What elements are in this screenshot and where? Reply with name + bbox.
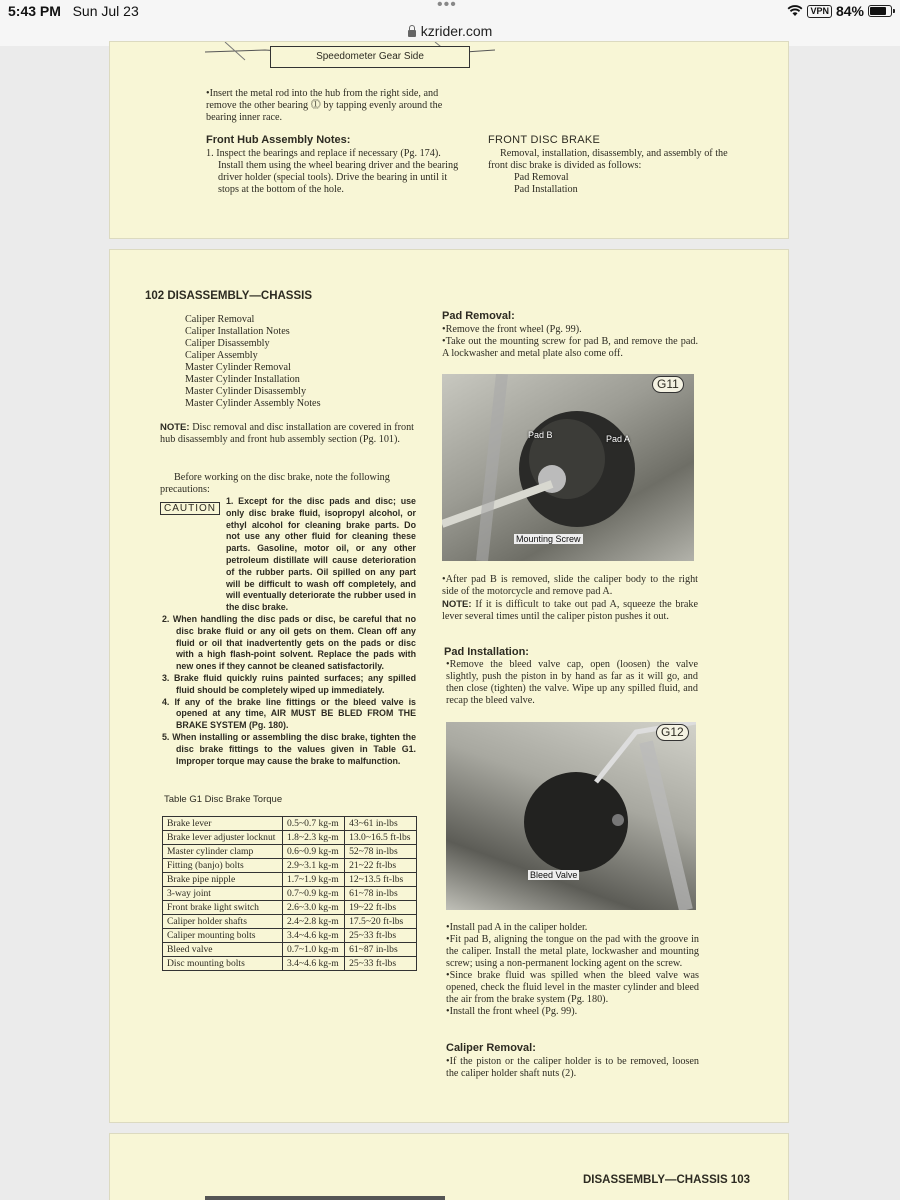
list-item: Caliper Assembly (185, 350, 258, 361)
table-row (163, 817, 417, 831)
pad-a-label: Pad A (606, 434, 631, 444)
mounting-screw-label: Mounting Screw (516, 534, 581, 544)
table-cell: Front brake light switch (163, 901, 283, 915)
table-cell: Brake lever (163, 817, 283, 831)
disc-brake-intro: Removal, installation, disassembly, and assembly of the front disc brake is divided as follows: (488, 148, 728, 171)
figure-g11-photo (442, 374, 694, 561)
table-cell: 2.9~3.1 kg-m (282, 859, 344, 873)
list-item: Caliper Disassembly (185, 338, 270, 349)
table-title: Table G1 Disc Brake Torque (164, 794, 283, 805)
caution-item: 5. When installing or assembling the disc brake, tighten the disc brake fittings to the values given in Table G1. Improper torque may cause the brake to malfunction. (162, 731, 416, 766)
caution-badge: CAUTION (160, 498, 220, 516)
note2-paragraph (442, 599, 698, 623)
caution-item: 2. When handling the disc pads or disc, be careful that no disc brake fluid or any oil gets on them. Clean off any fluid or oil that inadvertently gets on the pads or disc with a high flash-point solvent. Replace the pads with new ones if they cannot be cleaned satisfactorily. (162, 613, 416, 672)
front-hub-heading: Front Hub Assembly Notes: (206, 134, 351, 146)
pad-removal-heading: Pad Removal: (442, 310, 515, 322)
table-cell: Master cylinder clamp (163, 845, 283, 859)
caution-list (160, 496, 416, 767)
list-item: Master Cylinder Removal (185, 362, 291, 373)
after-pad-text: •After pad B is removed, slide the caliper body to the right side of the motorcycle and remove pad A. (442, 574, 698, 597)
status-time: 5:43 PM Sun Jul 23 (8, 3, 139, 19)
table-cell: Brake pipe nipple (163, 873, 283, 887)
table-row (163, 859, 417, 873)
table-row (163, 929, 417, 943)
table-row (163, 873, 417, 887)
table-cell: Caliper mounting bolts (163, 929, 283, 943)
status-bar (0, 0, 900, 22)
table-cell: 13.0~16.5 ft-lbs (345, 831, 417, 845)
table-cell: 2.6~3.0 kg-m (282, 901, 344, 915)
table-cell: 12~13.5 ft-lbs (345, 873, 417, 887)
table-cell: 3-way joint (163, 887, 283, 901)
scanned-page-102 (110, 250, 788, 1122)
note-label: NOTE: (160, 422, 190, 433)
figure-g11-label: G11 (652, 376, 684, 393)
list-item: Master Cylinder Installation (185, 374, 300, 385)
table-cell: 61~78 in-lbs (345, 887, 417, 901)
battery-icon (868, 5, 892, 17)
pad-installation-text: •Remove the bleed valve cap, open (loosen) the valve slightly, push the piston in by hand as far as it will go, and then close (tighten) the valve. Wipe up any spilled fluid, and recap the bleed valve. (446, 659, 698, 706)
table-cell: 0.7~1.0 kg-m (282, 943, 344, 957)
list-item: Master Cylinder Assembly Notes (185, 398, 321, 409)
front-hub-text: 1. Inspect the bearings and replace if necessary (Pg. 174). Install them using the wheel bearing driver and the bearing driver holder (special tools). Drive the bearing in until it stops at the bottom of the hole. (206, 148, 459, 195)
note2-text: If it is difficult to take out pad A, squeeze the brake lever several times until the caliper piston pushes it out. (442, 599, 699, 622)
caliper-removal-text: •If the piston or the caliper holder is to be removed, loosen the caliper holder shaft nuts (2). (446, 1056, 699, 1079)
table-cell: 1.8~2.3 kg-m (282, 831, 344, 845)
table-cell: 3.4~4.6 kg-m (282, 929, 344, 943)
caution-item: 1. Except for the disc pads and disc; use only disc brake fluid, isopropyl alcohol, or ethyl alcohol for cleaning brake parts. Do not use any other fluid for cleaning these parts. Gasoline, motor oil, or any other petroleum distillate will cause deterioration of the rubber parts. Oil spilled on any part will be difficult to wash off completely, and will eventually deteriorate the rubber used in the disc brake. (226, 496, 416, 613)
table-row (163, 915, 417, 929)
table-row (163, 831, 417, 845)
table-cell: 52~78 in-lbs (345, 845, 417, 859)
table-cell: 3.4~4.6 kg-m (282, 957, 344, 971)
table-cell: 1.7~1.9 kg-m (282, 873, 344, 887)
status-indicators (787, 3, 892, 19)
url-domain: kzrider.com (420, 23, 493, 39)
note-paragraph (160, 422, 414, 446)
caution-item: 3. Brake fluid quickly ruins painted surfaces; any spilled fluid should be completely wiped up immediately. (162, 672, 416, 695)
page-header: 102 DISASSEMBLY—CHASSIS (145, 290, 313, 302)
caution-item: 4. If any of the brake line fittings or the bleed valve is opened at any time, AIR MUST BE BLED FROM THE BRAKE SYSTEM (Pg. 180). (162, 696, 416, 731)
table-cell: 19~22 ft-lbs (345, 901, 417, 915)
list-item: Caliper Installation Notes (185, 326, 290, 337)
install-steps-text: •Install pad A in the caliper holder. •Fit pad B, aligning the tongue on the pad with the groove in the caliper. Install the metal plate, lockwasher and mounting screw; using a non-permanent locking agent on the screw. •Since brake fluid was spilled when the bleed valve was opened, check the fluid level in the master cylinder and bleed the air from the brake system (Pg. 180). •Install the front wheel (Pg. 99). (446, 922, 699, 1017)
disc-brake-item: Pad Removal (514, 172, 569, 183)
figure-caption: Speedometer Gear Side (270, 46, 470, 68)
table-cell: 25~33 ft-lbs (345, 957, 417, 971)
figure-g12-photo (446, 722, 696, 910)
list-item: Master Cylinder Disassembly (185, 386, 307, 397)
torque-table (162, 816, 417, 971)
table-cell: 25~33 ft-lbs (345, 929, 417, 943)
table-row (163, 845, 417, 859)
table-cell: Bleed valve (163, 943, 283, 957)
figure-g12-label: G12 (656, 724, 689, 741)
list-item: Caliper Removal (185, 314, 255, 325)
table-row (163, 887, 417, 901)
scanned-page-103 (110, 1134, 788, 1200)
pad-b-label: Pad B (528, 430, 553, 440)
table-cell: 43~61 in-lbs (345, 817, 417, 831)
table-row (163, 957, 417, 971)
table-cell: 0.7~0.9 kg-m (282, 887, 344, 901)
bleed-valve-illustration (446, 722, 696, 910)
table-cell: 0.6~0.9 kg-m (282, 845, 344, 859)
disc-brake-item: Pad Installation (514, 184, 578, 195)
bleed-valve-label: Bleed Valve (530, 870, 578, 880)
scanned-page-101 (110, 42, 788, 238)
caliper-illustration (442, 374, 694, 561)
table-cell: Fitting (banjo) bolts (163, 859, 283, 873)
table-cell: 2.4~2.8 kg-m (282, 915, 344, 929)
table-cell: 0.5~0.7 kg-m (282, 817, 344, 831)
pad-installation-heading: Pad Installation: (444, 646, 529, 658)
caliper-removal-heading: Caliper Removal: (446, 1042, 536, 1054)
table-cell: 17.5~20 ft-lbs (345, 915, 417, 929)
table-cell: Brake lever adjuster locknut (163, 831, 283, 845)
battery-percent: 84% (835, 3, 864, 19)
note-text: Disc removal and disc installation are covered in front hub disassembly and front hub assembly section (Pg. 101). (160, 422, 414, 445)
vpn-badge: VPN (807, 5, 832, 18)
table-cell: Disc mounting bolts (163, 957, 283, 971)
table-cell: 21~22 ft-lbs (345, 859, 417, 873)
multitask-dots-icon[interactable]: ••• (437, 0, 457, 13)
table-row (163, 943, 417, 957)
bearing-removal-text: •Insert the metal rod into the hub from the right side, and remove the other bearing ⓵ by tapping evenly around the bearing inner race. (206, 88, 443, 123)
diagram-fragment (205, 1196, 445, 1200)
procedure-list (185, 314, 321, 410)
note2-label: NOTE: (442, 599, 472, 610)
lock-icon (408, 30, 416, 37)
table-cell: Caliper holder shafts (163, 915, 283, 929)
table-cell: 61~87 in-lbs (345, 943, 417, 957)
wifi-icon (787, 5, 803, 17)
pad-removal-text: •Remove the front wheel (Pg. 99). •Take out the mounting screw for pad B, and remove the pad. A lockwasher and metal plate also come off. (442, 324, 698, 359)
table-row (163, 901, 417, 915)
precautions-intro: Before working on the disc brake, note the following precautions: (160, 472, 390, 495)
page-header: DISASSEMBLY—CHASSIS 103 (582, 1174, 750, 1186)
disc-brake-heading: FRONT DISC BRAKE (488, 134, 601, 146)
